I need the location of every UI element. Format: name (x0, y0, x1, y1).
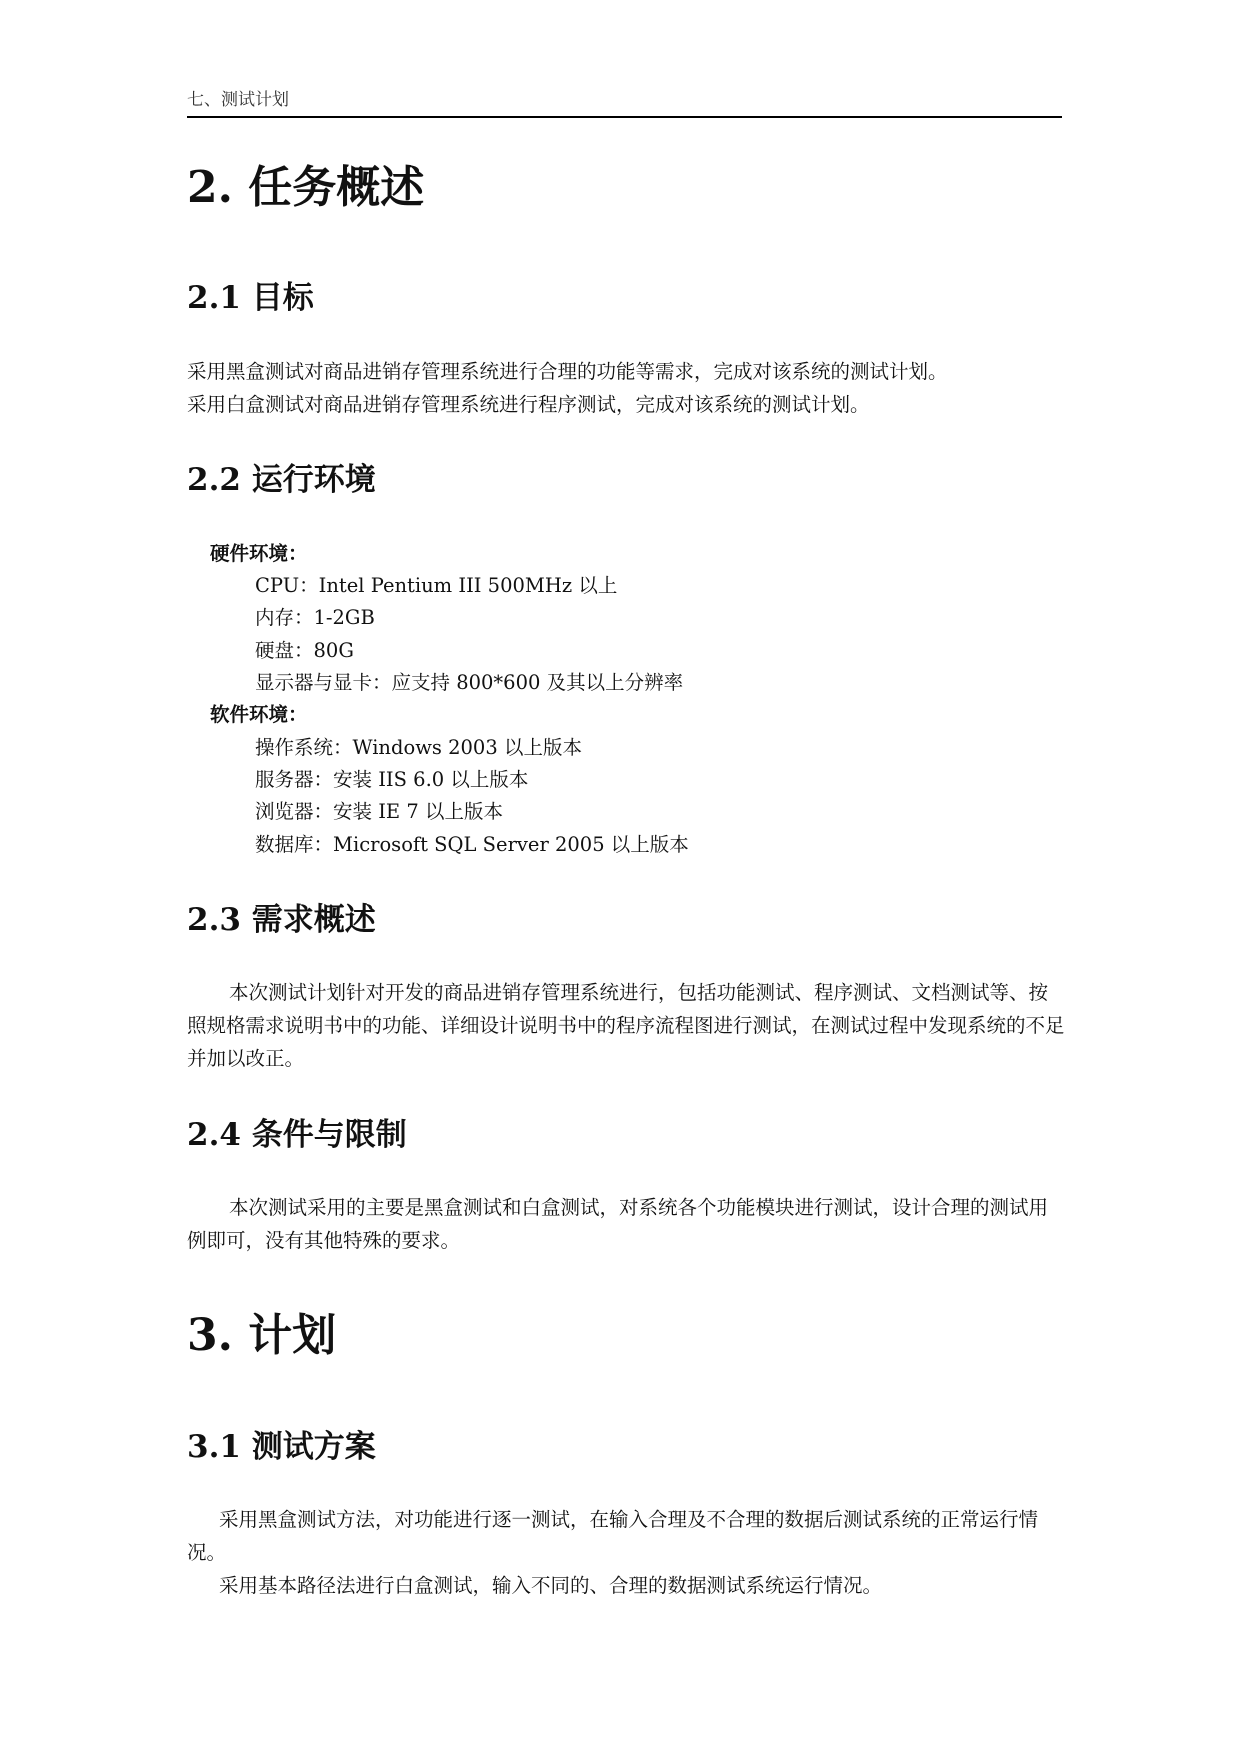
page-header: 七、测试计划 (187, 90, 1062, 118)
section-2-4-body: 本次测试采用的主要是黑盒测试和白盒测试，对系统各个功能模块进行测试，设计合理的测试用例即可，没有其他特殊的要求。 (187, 1196, 1049, 1252)
section-2-4-heading: 2.4 条件与限制 (187, 1117, 407, 1153)
section-3-1-para-2: 采用基本路径法进行白盒测试，输入不同的、合理的数据测试系统运行情况。 (219, 1574, 883, 1597)
section-2-2-heading: 2.2 运行环境 (187, 462, 376, 498)
goal-line-1: 采用黑盒测试对商品进销存管理系统进行合理的功能等需求，完成对该系统的测试计划。 (187, 360, 948, 383)
hardware-item: 显示器与显卡：应支持 800*600 及其以上分辨率 (255, 671, 684, 694)
software-label: 软件环境： (210, 703, 308, 726)
hardware-item: CPU：Intel Pentium III 500MHz 以上 (255, 574, 618, 597)
section-2-1-heading: 2.1 目标 (187, 280, 314, 316)
section-3-heading: 3. 计划 (187, 1310, 337, 1361)
section-3-1-para-1: 采用黑盒测试方法，对功能进行逐一测试，在输入合理及不合理的数据后测试系统的正常运行情况。 (187, 1508, 1039, 1564)
goal-line-2: 采用白盒测试对商品进销存管理系统进行程序测试，完成对该系统的测试计划。 (187, 393, 870, 416)
hardware-item: 硬盘：80G (255, 639, 354, 662)
software-item: 操作系统：Windows 2003 以上版本 (255, 736, 582, 759)
section-2-3-body: 本次测试计划针对开发的商品进销存管理系统进行，包括功能测试、程序测试、文档测试等、按照规格需求说明书中的功能、详细设计说明书中的程序流程图进行测试，在测试过程中发现系统的不足并加以改正。 (187, 981, 1065, 1070)
section-2-heading: 2. 任务概述 (187, 162, 425, 213)
section-3-1-heading: 3.1 测试方案 (187, 1429, 376, 1465)
section-2-1-body (187, 355, 1067, 421)
software-item: 浏览器：安装 IE 7 以上版本 (255, 800, 503, 823)
section-2-3-heading: 2.3 需求概述 (187, 902, 376, 938)
software-item: 数据库：Microsoft SQL Server 2005 以上版本 (255, 833, 689, 856)
hardware-item: 内存：1-2GB (255, 606, 375, 629)
software-item: 服务器：安装 IIS 6.0 以上版本 (255, 768, 529, 791)
hardware-label: 硬件环境： (210, 542, 308, 565)
